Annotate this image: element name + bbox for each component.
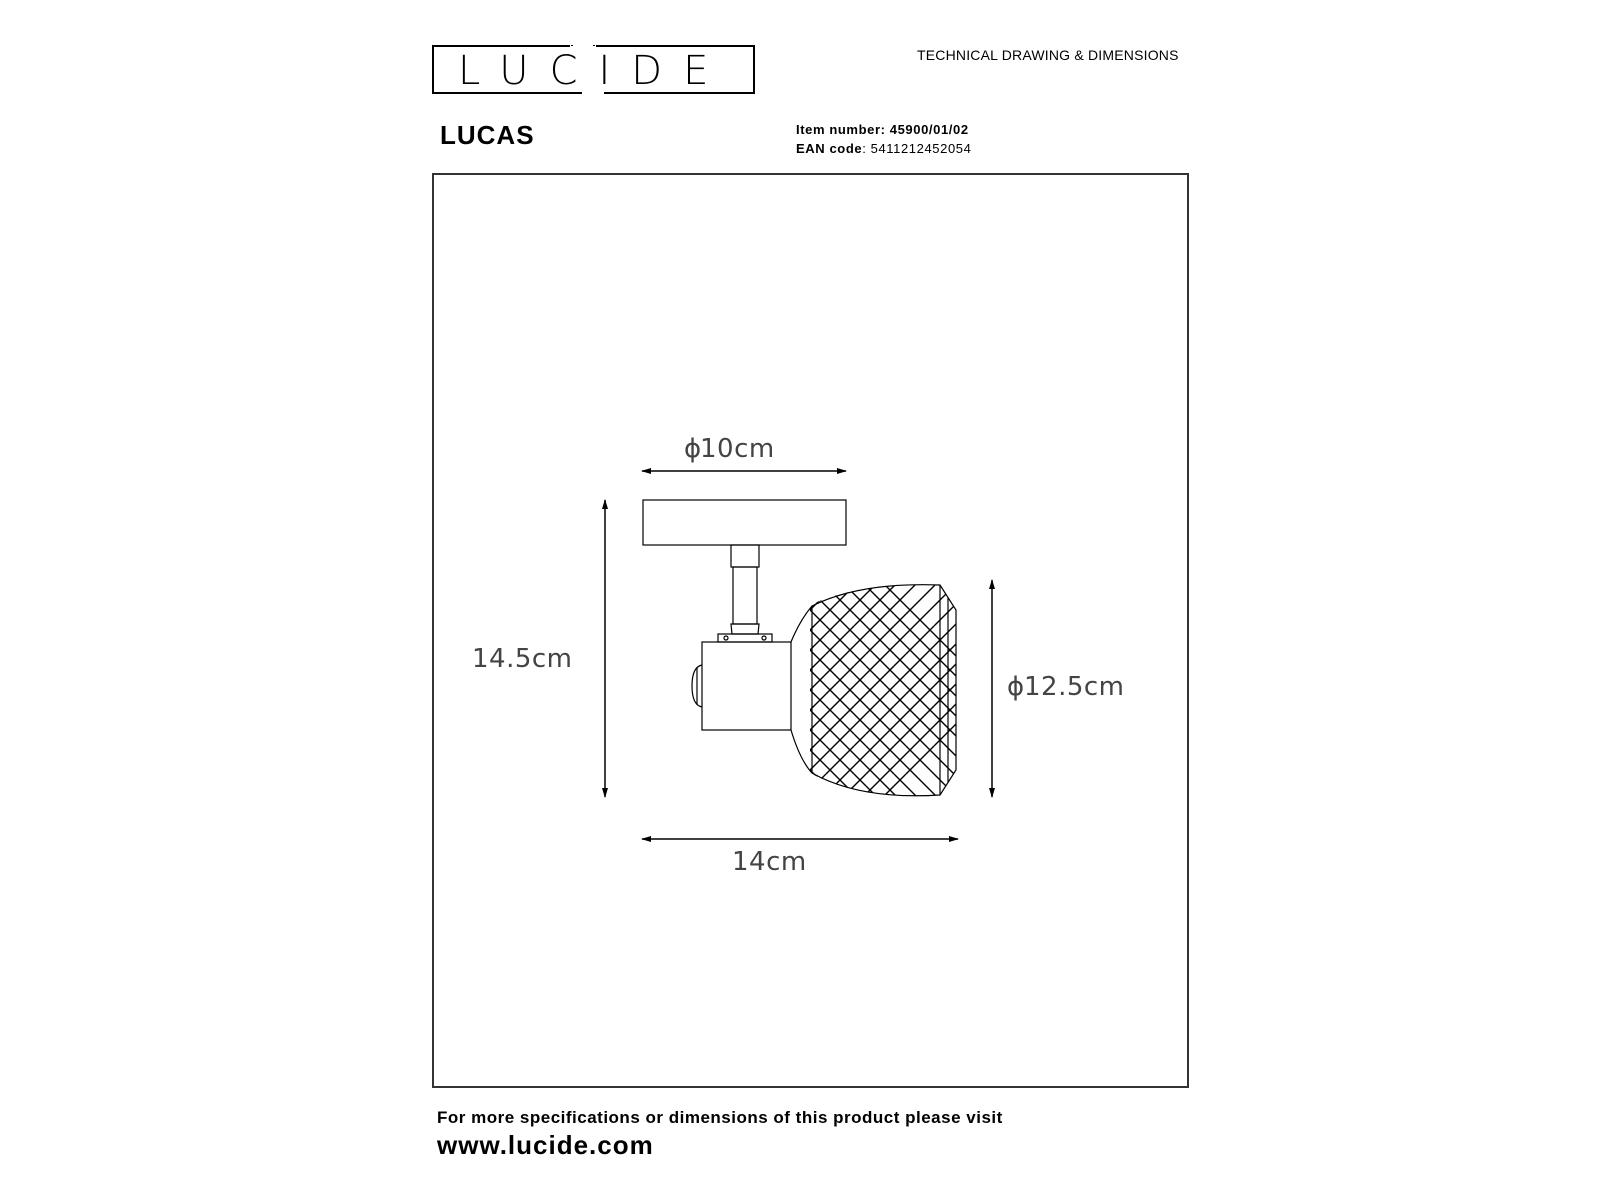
width-label: 14cm	[732, 847, 807, 877]
product-name: LUCAS	[440, 120, 535, 150]
shade-diameter-label: 12.5cm	[1024, 672, 1125, 702]
canopy-diameter-label: 10cm	[700, 434, 775, 464]
socket-housing	[702, 642, 791, 730]
canopy-diameter-dimension	[642, 434, 846, 471]
screw-icon	[762, 636, 766, 640]
stem-collar	[731, 545, 759, 567]
item-number-value: 45900/01/02	[889, 122, 969, 137]
stem	[733, 567, 757, 624]
stem-joint	[731, 624, 759, 634]
lamp-illustration	[520, 500, 1160, 820]
phi-symbol: ϕ	[684, 434, 702, 464]
swivel-bracket	[718, 634, 772, 642]
canopy	[643, 500, 846, 545]
ean-label: EAN code	[796, 141, 863, 156]
document-type: TECHNICAL DRAWING & DIMENSIONS	[917, 47, 1179, 63]
width-dimension	[642, 839, 958, 877]
shade-diameter-dimension	[992, 580, 1125, 797]
brand-logo-text: LUCIDE	[458, 48, 730, 94]
height-dimension	[472, 500, 605, 797]
screw-icon	[724, 636, 728, 640]
height-label: 14.5cm	[472, 644, 573, 674]
footer-note: For more specifications or dimensions of this product please visit	[437, 1108, 1003, 1127]
website-link[interactable]: www.lucide.com	[437, 1130, 654, 1160]
shade-diamond-pattern	[520, 520, 1160, 820]
ean-value: : 5411212452054	[862, 141, 972, 156]
item-number-label: Item number:	[796, 122, 886, 137]
phi-symbol: ϕ	[1007, 672, 1025, 702]
